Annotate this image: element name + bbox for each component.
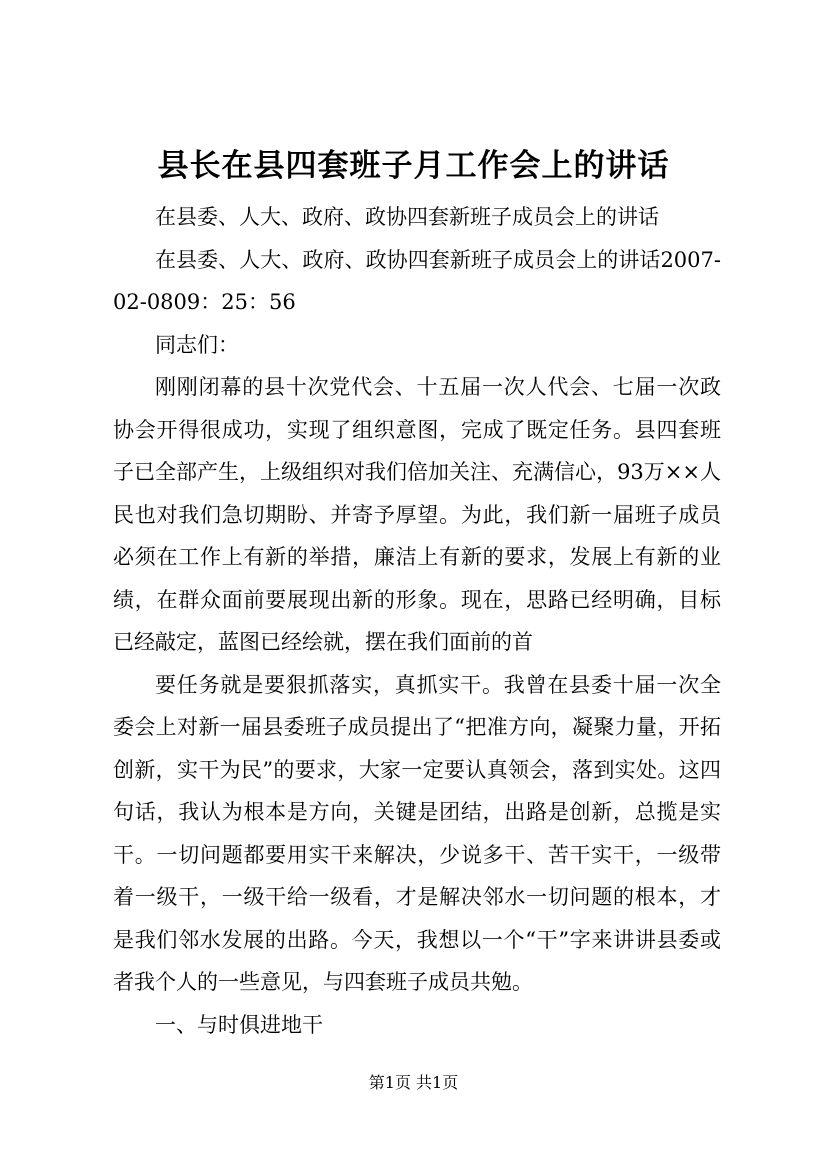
subtitle-paragraph: 在县委、人大、政府、政协四套新班子成员会上的讲话 bbox=[155, 205, 659, 229]
salutation-paragraph: 同志们： bbox=[155, 332, 239, 357]
body-paragraph: 要任务就是要狠抓落实，真抓实干。我曾在县委十届一次全委会上对新一届县委班子成员提出了“把准方向，凝聚力量，开拓创新，实干为民”的要求，大家一定要认真领会，落到实处。这四句话，我认为根本是方向，关键是团结，出路是创新，总揽是实干。一切问题都要用实干来解决，少说多干、苦干实干，一级带着一级干，一级干给一级看，才是解决邻水一切问题的根本，才是我们邻水发展的出路。今天，我想以一个“干”字来讲讲县委或者我个人的一些意见，与四套班子成员共勉。 bbox=[113, 672, 721, 994]
document-body bbox=[113, 196, 721, 1046]
body-paragraph: 刚刚闭幕的县十次党代会、十五届一次人代会、七届一次政协会开得很成功，实现了组织意图，完成了既定任务。县四套班子已全部产生，上级组织对我们倍加关注、充满信心，93万××人民也对我们急切期盼、并寄予厚望。为此，我们新一届班子成员必须在工作上有新的举措，廉洁上有新的要求，发展上有新的业绩，在群众面前要展现出新的形象。现在，思路已经明确，目标已经敲定，蓝图已经绘就，摆在我们面前的首 bbox=[113, 375, 721, 654]
section-heading: 一、与时俱进地干 bbox=[155, 1012, 323, 1037]
subtitle-date-paragraph: 在县委、人大、政府、政协四套新班子成员会上的讲话2007-02-0809：25：56 bbox=[113, 247, 721, 314]
page-footer: 第1页 共1页 bbox=[368, 1073, 459, 1092]
document-title: 县长在县四套班子月工作会上的讲话 bbox=[157, 148, 670, 184]
